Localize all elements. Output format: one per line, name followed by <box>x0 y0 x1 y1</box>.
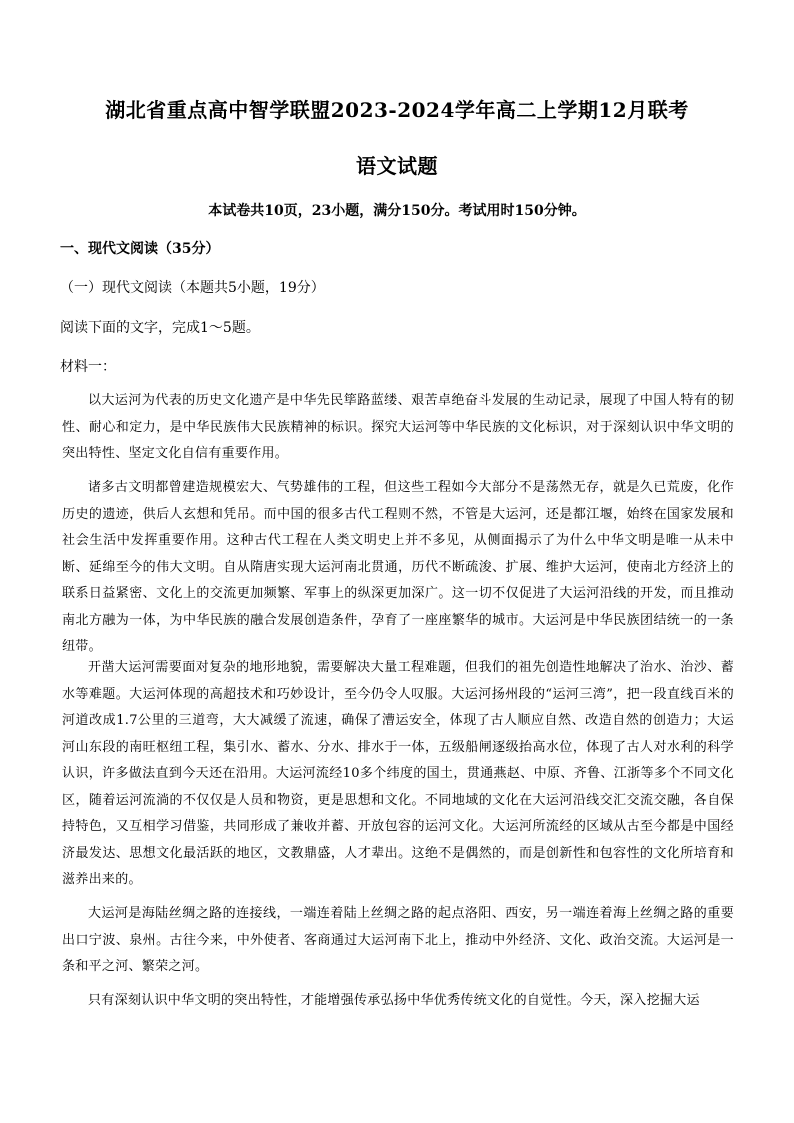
instruction-text: 阅读下面的文字，完成1～5题。 <box>60 320 260 336</box>
document-title: 湖北省重点高中智学联盟2023-2024学年高二上学期12月联考 <box>105 98 689 122</box>
subsection-heading: （一）现代文阅读（本题共5小题，19分） <box>60 280 325 296</box>
exam-note: 本试卷共10页，23小题，满分150分。考试用时150分钟。 <box>208 203 586 219</box>
document-subtitle: 语文试题 <box>356 154 438 178</box>
paragraph: 诸多古文明都曾建造规模宏大、气势雄伟的工程，但这些工程如今大部分不是荡然无存，就是久已荒废，化作历史的遗迹，供后人玄想和凭吊。而中国的很多古代工程则不然，不管是大运河，还是都江堰，始终在国家发展和社会生活中发挥重要作用。这种古代工程在人类文明史上并不多见，从侧面揭示了为什么中华文明是唯一从未中断、延绵至今的伟大文明。自从隋唐实现大运河南北贯通，历代不断疏浚、扩展、维护大运河，使南北方经济上的联系日益紧密、文化上的交流更加频繁、军事上的纵深更加深广。这一切不仅促进了大运河沿线的开发，而且推动南北方融为一体，为中华民族的融合发展创造条件，孕育了一座座繁华的城市。大运河是中华民族团结统一的一条纽带。 <box>62 480 734 654</box>
material-label: 材料一： <box>60 359 116 375</box>
paragraph: 大运河是海陆丝绸之路的连接线，一端连着陆上丝绸之路的起点洛阳、西安，另一端连着海上丝绸之路的重要出口宁波、泉州。古往今来，中外使者、客商通过大运河南下北上，推动中外经济、文化、政治交流。大运河是一条和平之河、繁荣之河。 <box>62 906 734 974</box>
paragraph: 开凿大运河需要面对复杂的地形地貌，需要解决大量工程难题，但我们的祖先创造性地解决了治水、治沙、蓄水等难题。大运河体现的高超技术和巧妙设计，至今仍令人叹服。大运河扬州段的“运河三湾”，把一段直线百米的河道改成1.7公里的三道弯，大大减缓了流速，确保了漕运安全，体现了古人顺应自然、改造自然的创造力；大运河山东段的南旺枢纽工程，集引水、蓄水、分水、排水于一体，五级船闸逐级抬高水位，体现了古人对水利的科学认识，许多做法直到今天还在沿用。大运河流经10多个纬度的国土，贯通燕赵、中原、齐鲁、江浙等多个不同文化区，随着运河流淌的不仅仅是人员和物资，更是思想和文化。不同地域的文化在大运河沿线交汇交流交融，各自保持特色，又互相学习借鉴，共同形成了兼收并蓄、开放包容的运河文化。大运河所流经的区域从古至今都是中国经济最发达、思想文化最活跃的地区，文教鼎盛，人才辈出。这绝不是偶然的，而是创新性和包容性的文化所培育和滋养出来的。 <box>62 660 734 887</box>
paragraph: 以大运河为代表的历史文化遗产是中华先民筚路蓝缕、艰苦卓绝奋斗发展的生动记录，展现了中国人特有的韧性、耐心和定力，是中华民族伟大民族精神的标识。探究大运河等中华民族的文化标识，对于深刻认识中华文明的突出特性、坚定文化自信有重要作用。 <box>62 393 734 461</box>
paragraph: 只有深刻认识中华文明的突出特性，才能增强传承弘扬中华优秀传统文化的自觉性。今天，深入挖掘大运 <box>88 993 700 1008</box>
section-heading: 一、现代文阅读（35分） <box>60 241 220 257</box>
